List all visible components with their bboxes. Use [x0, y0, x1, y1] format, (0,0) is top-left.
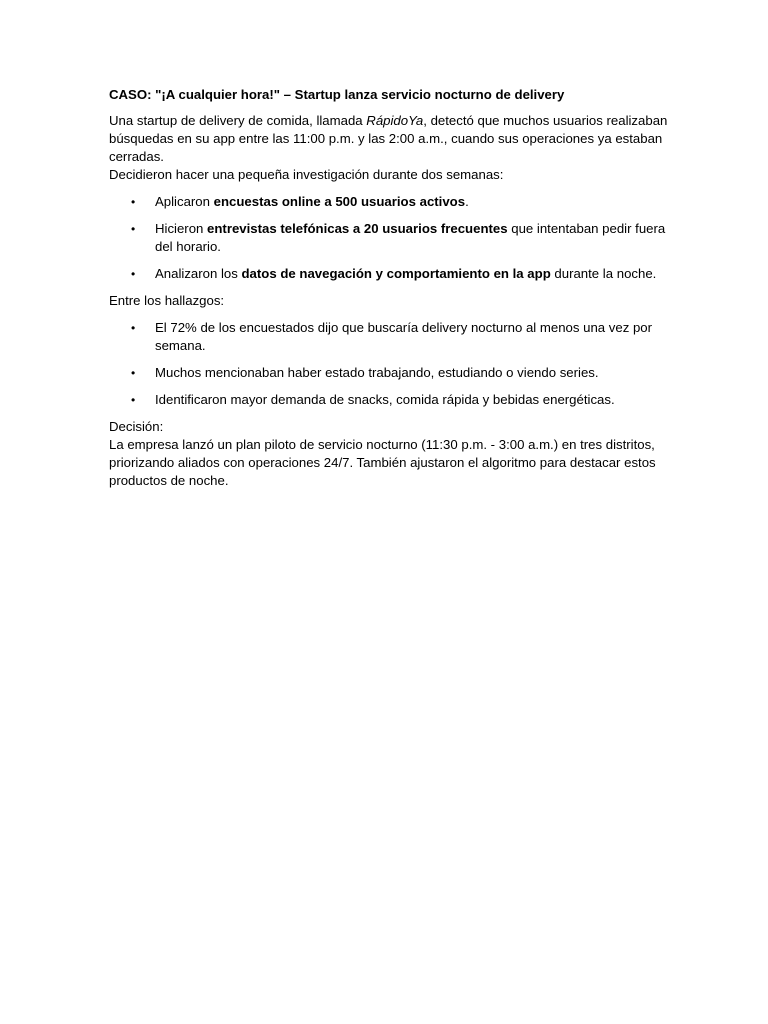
method-suffix: durante la noche. [550, 266, 657, 281]
findings-heading: Entre los hallazgos: [109, 293, 225, 308]
method-suffix: que intentaban pedir fuera del horario. [155, 221, 666, 254]
document-content [109, 86, 669, 490]
decision-text: La empresa lanzó un plan piloto de servicio nocturno (11:30 p.m. - 3:00 a.m.) en tres distritos, priorizando aliados con operaciones 24/7. También ajustaron el algoritmo para destacar estos productos de noche. [109, 437, 656, 488]
finding-text: Muchos mencionaban haber estado trabajando, estudiando o viendo series. [155, 365, 599, 380]
list-item [109, 364, 669, 382]
finding-text: El 72% de los encuestados dijo que buscaría delivery nocturno al menos una vez por semana. [155, 320, 653, 353]
company-name: RápidoYa [366, 113, 424, 128]
methods-list [109, 193, 669, 283]
intro-before-name: Una startup de delivery de comida, llamada [109, 113, 367, 128]
list-item [109, 220, 669, 256]
bullet-icon: • [131, 222, 136, 236]
finding-text: Identificaron mayor demanda de snacks, comida rápida y bebidas energéticas. [155, 392, 615, 407]
decision-heading: Decisión: [109, 419, 164, 434]
method-prefix: Aplicaron [155, 194, 214, 209]
bullet-icon: • [131, 366, 136, 380]
intro-paragraph [109, 112, 669, 184]
findings-list [109, 319, 669, 409]
method-suffix: . [465, 194, 469, 209]
bullet-icon: • [131, 267, 136, 281]
method-highlight: encuestas online a 500 usuarios activos [213, 194, 466, 209]
method-highlight: datos de navegación y comportamiento en la app [241, 266, 551, 281]
bullet-icon: • [131, 321, 136, 335]
method-prefix: Analizaron los [155, 266, 242, 281]
bullet-icon: • [131, 393, 136, 407]
intro-after-name: , detectó que muchos usuarios realizaban búsquedas en su app entre las 11:00 p.m. y las 2:00 a.m., cuando sus operaciones ya estaban cerradas. [109, 113, 668, 164]
intro-text [109, 112, 669, 166]
bullet-icon: • [131, 195, 136, 209]
case-title: CASO: "¡A cualquier hora!" – Startup lanza servicio nocturno de delivery [109, 87, 565, 102]
list-item [109, 319, 669, 355]
intro-second-line: Decidieron hacer una pequeña investigación durante dos semanas: [109, 167, 504, 182]
decision-section [109, 418, 669, 490]
method-prefix: Hicieron [155, 221, 208, 236]
list-item [109, 193, 669, 211]
list-item [109, 391, 669, 409]
list-item [109, 265, 669, 283]
method-highlight: entrevistas telefónicas a 20 usuarios frecuentes [207, 221, 508, 236]
